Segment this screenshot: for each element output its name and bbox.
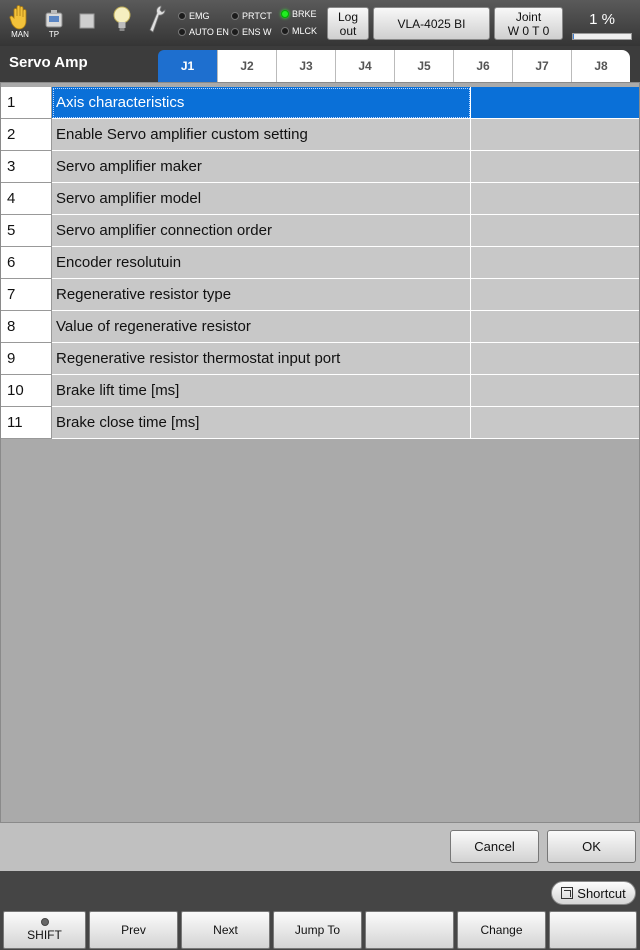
- indicator-label: ENS W: [242, 27, 272, 37]
- row-number: 4: [1, 183, 52, 215]
- stop-square-icon[interactable]: [72, 4, 102, 42]
- blank-key-1[interactable]: [365, 911, 454, 949]
- shortcut-label: Shortcut: [577, 885, 626, 901]
- row-label[interactable]: Servo amplifier maker: [52, 151, 471, 183]
- table-row[interactable]: [1, 247, 639, 279]
- row-value[interactable]: [471, 215, 639, 247]
- tp-label: TP: [48, 30, 60, 39]
- logout-line2: out: [339, 23, 357, 38]
- led-icon: [178, 12, 186, 20]
- row-label[interactable]: Axis characteristics: [52, 87, 471, 119]
- change-label: Change: [480, 923, 523, 937]
- page-title: Servo Amp: [9, 54, 88, 71]
- row-label[interactable]: Servo amplifier model: [52, 183, 471, 215]
- shift-led-icon: [41, 918, 49, 926]
- lightbulb-icon[interactable]: [107, 4, 137, 42]
- tab-j7[interactable]: J7: [512, 50, 571, 82]
- led-icon: [231, 12, 239, 20]
- row-value[interactable]: [471, 247, 639, 279]
- prtct-indicator: [231, 9, 272, 23]
- cancel-label: Cancel: [474, 839, 515, 854]
- row-number: 7: [1, 279, 52, 311]
- prev-label: Prev: [121, 923, 146, 937]
- row-value[interactable]: [471, 375, 639, 407]
- function-key-bar: [0, 871, 640, 950]
- table-row[interactable]: [1, 343, 639, 375]
- teach-pendant-icon[interactable]: [39, 4, 69, 42]
- led-icon: [281, 27, 289, 35]
- prev-key[interactable]: [89, 911, 178, 949]
- indicator-label: EMG: [189, 11, 210, 21]
- shift-key[interactable]: [3, 911, 86, 949]
- row-value[interactable]: [471, 311, 639, 343]
- shortcut-icon: [561, 887, 573, 899]
- emg-indicator: [178, 9, 210, 23]
- jump-to-key[interactable]: [273, 911, 362, 949]
- led-icon: [281, 10, 289, 18]
- tab-j5[interactable]: J5: [394, 50, 453, 82]
- dialog-button-bar: [0, 823, 640, 871]
- mode-label: MAN: [11, 30, 29, 39]
- ensw-indicator: [231, 25, 272, 39]
- cancel-button[interactable]: [450, 830, 539, 863]
- row-number: 6: [1, 247, 52, 279]
- shortcut-button[interactable]: [551, 881, 636, 905]
- tab-j6[interactable]: J6: [453, 50, 512, 82]
- row-number: 8: [1, 311, 52, 343]
- tab-j3[interactable]: J3: [276, 50, 335, 82]
- next-key[interactable]: [181, 911, 270, 949]
- table-row[interactable]: [1, 183, 639, 215]
- page-header: [0, 46, 640, 82]
- table-row[interactable]: [1, 279, 639, 311]
- row-label[interactable]: Regenerative resistor thermostat input port: [52, 343, 471, 375]
- speed-bar-fill: [573, 34, 574, 39]
- row-value[interactable]: [471, 279, 639, 311]
- speed-value: 1 %: [589, 11, 615, 28]
- status-bar: [0, 0, 640, 46]
- table-row[interactable]: [1, 407, 639, 439]
- wrench-icon[interactable]: [142, 4, 172, 42]
- row-number: 9: [1, 343, 52, 375]
- indicator-label: MLCK: [292, 26, 318, 36]
- table-row[interactable]: [1, 119, 639, 151]
- robot-label: VLA-4025 BI: [397, 16, 466, 31]
- auto-en-indicator: [178, 25, 229, 39]
- logout-button[interactable]: [327, 7, 369, 40]
- led-icon: [178, 28, 186, 36]
- row-label[interactable]: Value of regenerative resistor: [52, 311, 471, 343]
- row-label[interactable]: Regenerative resistor type: [52, 279, 471, 311]
- led-icon: [231, 28, 239, 36]
- tab-j4[interactable]: J4: [335, 50, 394, 82]
- row-value[interactable]: [471, 119, 639, 151]
- brke-indicator: [281, 7, 317, 21]
- speed-bar: [572, 33, 632, 40]
- row-number: 11: [1, 407, 52, 439]
- row-value[interactable]: [471, 407, 639, 439]
- mlck-indicator: [281, 24, 317, 38]
- table-row[interactable]: [1, 151, 639, 183]
- row-number: 3: [1, 151, 52, 183]
- change-key[interactable]: [457, 911, 546, 949]
- logout-line1: Log: [337, 9, 359, 24]
- row-number: 1: [1, 87, 52, 119]
- row-number: 2: [1, 119, 52, 151]
- row-label[interactable]: Brake close time [ms]: [52, 407, 471, 439]
- row-value[interactable]: [471, 151, 639, 183]
- coord-tool-label: W 0 T 0: [507, 23, 550, 38]
- row-number: 10: [1, 375, 52, 407]
- indicator-label: AUTO EN: [189, 27, 229, 37]
- coord-mode-label: Joint: [515, 9, 542, 24]
- robot-select-button[interactable]: [373, 7, 490, 40]
- indicator-label: BRKE: [292, 9, 317, 19]
- table-row[interactable]: [1, 311, 639, 343]
- row-value[interactable]: [471, 343, 639, 375]
- table-row[interactable]: [1, 215, 639, 247]
- next-label: Next: [213, 923, 238, 937]
- shift-label: SHIFT: [27, 928, 62, 942]
- speed-override[interactable]: [570, 8, 634, 40]
- indicator-label: PRTCT: [242, 11, 272, 21]
- tab-j1[interactable]: J1: [158, 50, 217, 82]
- row-label[interactable]: Brake lift time [ms]: [52, 375, 471, 407]
- ok-label: OK: [582, 839, 601, 854]
- row-label[interactable]: Encoder resolutuin: [52, 247, 471, 279]
- tab-j2[interactable]: J2: [217, 50, 276, 82]
- row-number: 5: [1, 215, 52, 247]
- row-value[interactable]: [471, 183, 639, 215]
- coordinate-button[interactable]: [494, 7, 563, 40]
- axis-tabs: [158, 50, 630, 82]
- blank-key-2[interactable]: [549, 911, 637, 949]
- row-label[interactable]: Enable Servo amplifier custom setting: [52, 119, 471, 151]
- jump-to-label: Jump To: [294, 923, 341, 937]
- table-row[interactable]: [1, 375, 639, 407]
- row-label[interactable]: Servo amplifier connection order: [52, 215, 471, 247]
- ok-button[interactable]: [547, 830, 636, 863]
- table-row[interactable]: [1, 87, 639, 119]
- tab-j8[interactable]: J8: [571, 50, 630, 82]
- parameter-list: [0, 82, 640, 823]
- row-value[interactable]: [471, 87, 639, 119]
- hand-icon[interactable]: [5, 4, 35, 42]
